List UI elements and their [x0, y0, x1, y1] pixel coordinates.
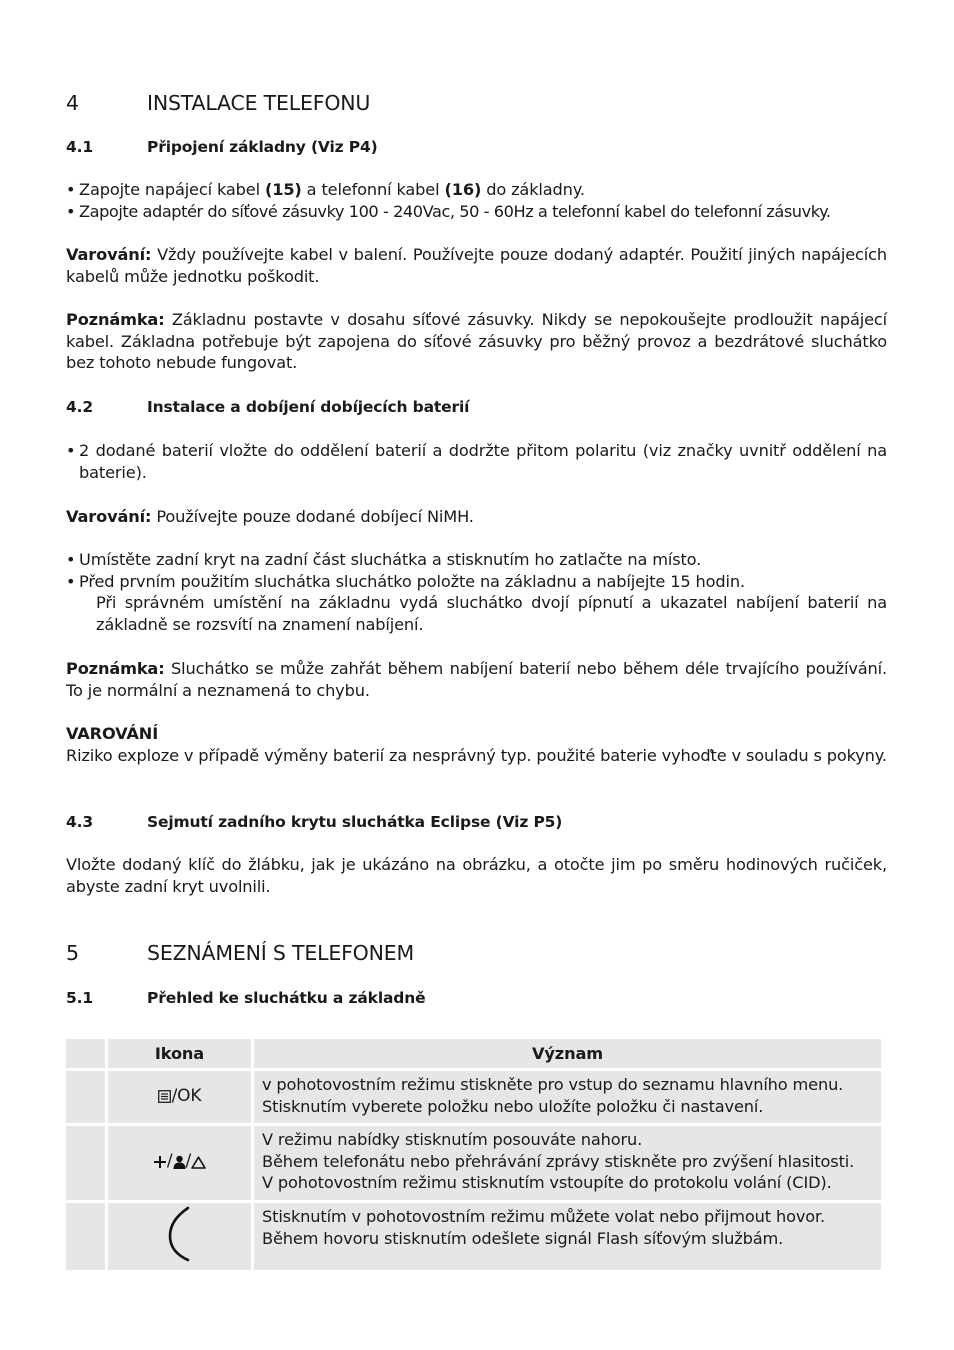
- section-4-heading: [66, 90, 887, 116]
- meaning-cell: V režimu nabídky stisknutím posouváte nahoru. Během telefonátu nebo přehrávání zprávy stiskněte pro zvýšení hlasitosti. V pohotovostním režimu stisknutím vstoupíte do protokolu volání (CID).: [254, 1126, 881, 1200]
- subsection-number: 4.3: [66, 813, 94, 831]
- bullet-list: [66, 549, 887, 635]
- section-5-heading: [66, 940, 887, 966]
- list-item: • Zapojte napájecí kabel (15) a telefonní kabel (16) do základny.: [66, 179, 887, 201]
- subsection-number: 4.2: [66, 398, 94, 416]
- section-number: 5: [66, 941, 79, 965]
- section-number: 4: [66, 91, 79, 115]
- list-item: • Před prvním použitím sluchátka sluchátko položte na základnu a nabíjejte 15 hodin.: [66, 571, 887, 593]
- subsection-title: Připojení základny (Viz P4): [147, 138, 378, 156]
- table-row: [66, 1071, 881, 1123]
- icon-label: /OK: [171, 1085, 202, 1106]
- caution-text: Riziko exploze v případě výměny baterií za nesprávný typ. použité baterie vyhoďte v souladu s pokyny.: [66, 745, 887, 765]
- icon-cell: / /: [108, 1126, 251, 1200]
- menu-list-icon: [158, 1090, 171, 1103]
- warning-paragraph: Varování: Používejte pouze dodané dobíjecí NiMH.: [66, 507, 474, 526]
- note-label: Poznámka:: [66, 310, 165, 329]
- section-title: SEZNÁMENÍ S TELEFONEM: [147, 941, 414, 965]
- table-header-row: [66, 1039, 881, 1068]
- caution-block: [66, 723, 887, 766]
- subsection-number: 4.1: [66, 138, 94, 156]
- caution-label: VAROVÁNÍ: [66, 724, 159, 743]
- meaning-cell: Stisknutím v pohotovostním režimu můžete volat nebo přijmout hovor. Během hovoru stisknutím odešlete signál Flash síťovým službám.: [254, 1203, 881, 1270]
- subsection-4-1-heading: [66, 137, 887, 157]
- note-paragraph: Poznámka: Sluchátko se může zahřát během nabíjení baterií nebo během déle trvajícího používání. To je normální a neznamená to chybu.: [66, 659, 887, 700]
- plus-icon: [153, 1155, 167, 1169]
- list-item-continuation: Při správném umístění na základnu vydá sluchátko dvojí pípnutí a ukazatel nabíjení baterií na základně se rozsvítí na znamení nabíjení.: [96, 593, 887, 634]
- meaning-cell: v pohotovostním režimu stiskněte pro vstup do seznamu hlavního menu. Stisknutím vyberete položku nebo uložíte položku či nastavení.: [254, 1071, 881, 1123]
- table-header: Význam: [254, 1039, 881, 1068]
- subsection-title: Sejmutí zadního krytu sluchátka Eclipse (Viz P5): [147, 813, 563, 831]
- subsection-title: Přehled ke sluchátku a základně: [147, 989, 426, 1007]
- subsection-4-3-heading: [66, 812, 887, 832]
- icon-cell: [108, 1203, 251, 1270]
- table-row: [66, 1203, 881, 1270]
- paragraph: Vložte dodaný klíč do žlábku, jak je ukázáno na obrázku, a otočte jim po směru hodinových ručiček, abyste zadní kryt uvolnili.: [66, 855, 887, 896]
- warning-label: Varování:: [66, 245, 152, 264]
- list-item: • Umístěte zadní kryt na zadní část sluchátka a stisknutím ho zatlačte na místo.: [66, 549, 887, 571]
- subsection-number: 5.1: [66, 989, 94, 1007]
- bullet-list: [66, 440, 887, 483]
- table-row: [66, 1126, 881, 1200]
- table-header: Ikona: [108, 1039, 251, 1068]
- subsection-title: Instalace a dobíjení dobíjecích baterií: [147, 398, 470, 416]
- subsection-5-1-heading: [66, 988, 887, 1008]
- bullet-list: [66, 179, 887, 222]
- icon-cell: [108, 1071, 251, 1123]
- icon-table: [63, 1036, 884, 1273]
- section-title: INSTALACE TELEFONU: [147, 91, 371, 115]
- talk-handset-icon: [167, 1206, 193, 1262]
- warning-paragraph: Varování: Vždy používejte kabel v balení. Používejte pouze dodaný adaptér. Použití jiných napájecích kabelů může jednotku poškodit.: [66, 245, 887, 286]
- table-header: [66, 1039, 105, 1068]
- warning-label: Varování:: [66, 507, 152, 526]
- note-label: Poznámka:: [66, 659, 165, 678]
- subsection-4-2-heading: [66, 397, 887, 417]
- list-item: • Zapojte adaptér do síťové zásuvky 100 - 240Vac, 50 - 60Hz a telefonní kabel do telefonní zásuvky.: [66, 201, 887, 223]
- list-item: • 2 dodané baterií vložte do oddělení baterií a dodržte přitom polaritu (viz značky uvnitř oddělení na baterie).: [66, 440, 887, 483]
- contact-icon: [173, 1155, 186, 1169]
- note-paragraph: Poznámka: Základnu postavte v dosahu síťové zásuvky. Nikdy se nepokoušejte prodloužit napájecí kabel. Základna potřebuje být zapojena do síťové zásuvky pro běžný provoz a bezdrátové sluchátko bez tohoto nebude fungovat.: [66, 310, 887, 373]
- up-triangle-icon: [191, 1156, 206, 1169]
